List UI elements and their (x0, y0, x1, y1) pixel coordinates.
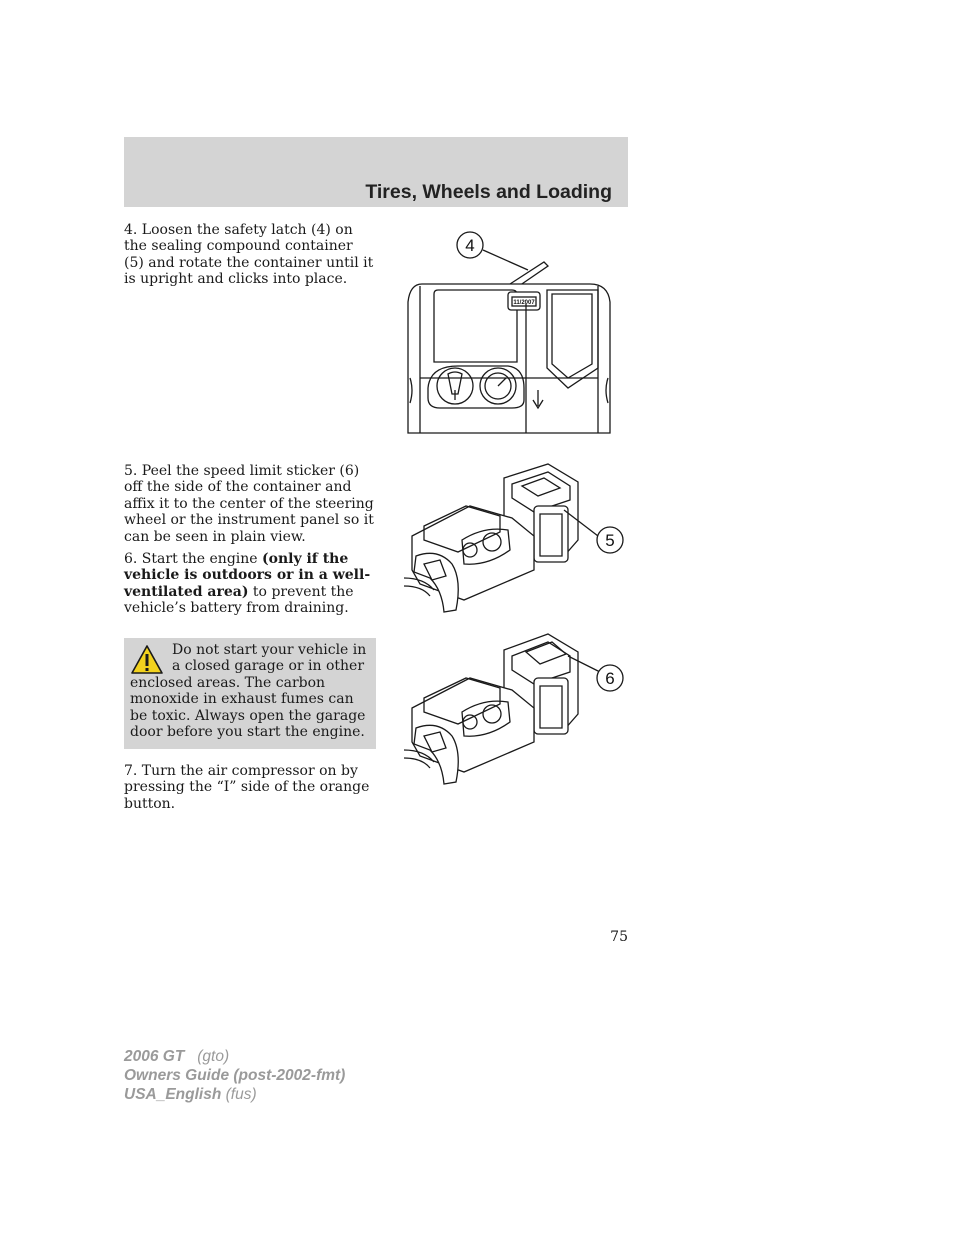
footer-line-model: 2006 GT (gto) (124, 1048, 230, 1065)
document-footer (124, 1047, 345, 1104)
step-5-text: 5. Peel the speed limit sticker (6) off the side of the container and affix it to the center of the steering wheel or the instrument panel so it can be seen in plain view. (124, 463, 374, 545)
step-4-text: 4. Loosen the safety latch (4) on the sealing compound container (5) and rotate the container until it is upright and clicks into place. (124, 222, 374, 288)
warning-message: Do not start your vehicle in a closed garage or in other enclosed areas. The carbon monoxide in exhaust fumes can be toxic. Always open the garage door before you start the engine. (130, 642, 367, 741)
footer-line-language: USA_English (fus) (124, 1086, 257, 1103)
sticker-date-label: 11/2007 (513, 300, 535, 306)
step-6-text: 6. Start the engine (only if the vehicle is outdoors or in a well-ventilated area) to prevent the vehicle’s battery from draining. (124, 551, 371, 617)
callout-label-6: 6 (605, 669, 615, 688)
figure-speed-limit-sticker (404, 630, 628, 795)
warning-box (124, 638, 376, 749)
callout-label-5: 5 (605, 531, 615, 550)
figure-sealing-container (404, 460, 628, 620)
footer-line-guide: Owners Guide (post-2002-fmt) (124, 1067, 346, 1084)
callout-label-4: 4 (465, 236, 475, 255)
step-7-text: 7. Turn the air compressor on by pressing the “I” side of the orange button. (124, 763, 370, 812)
section-title: Tires, Wheels and Loading (365, 181, 612, 203)
page-number: 75 (610, 929, 628, 945)
section-header-band (124, 137, 628, 207)
figure-safety-latch (400, 228, 620, 440)
